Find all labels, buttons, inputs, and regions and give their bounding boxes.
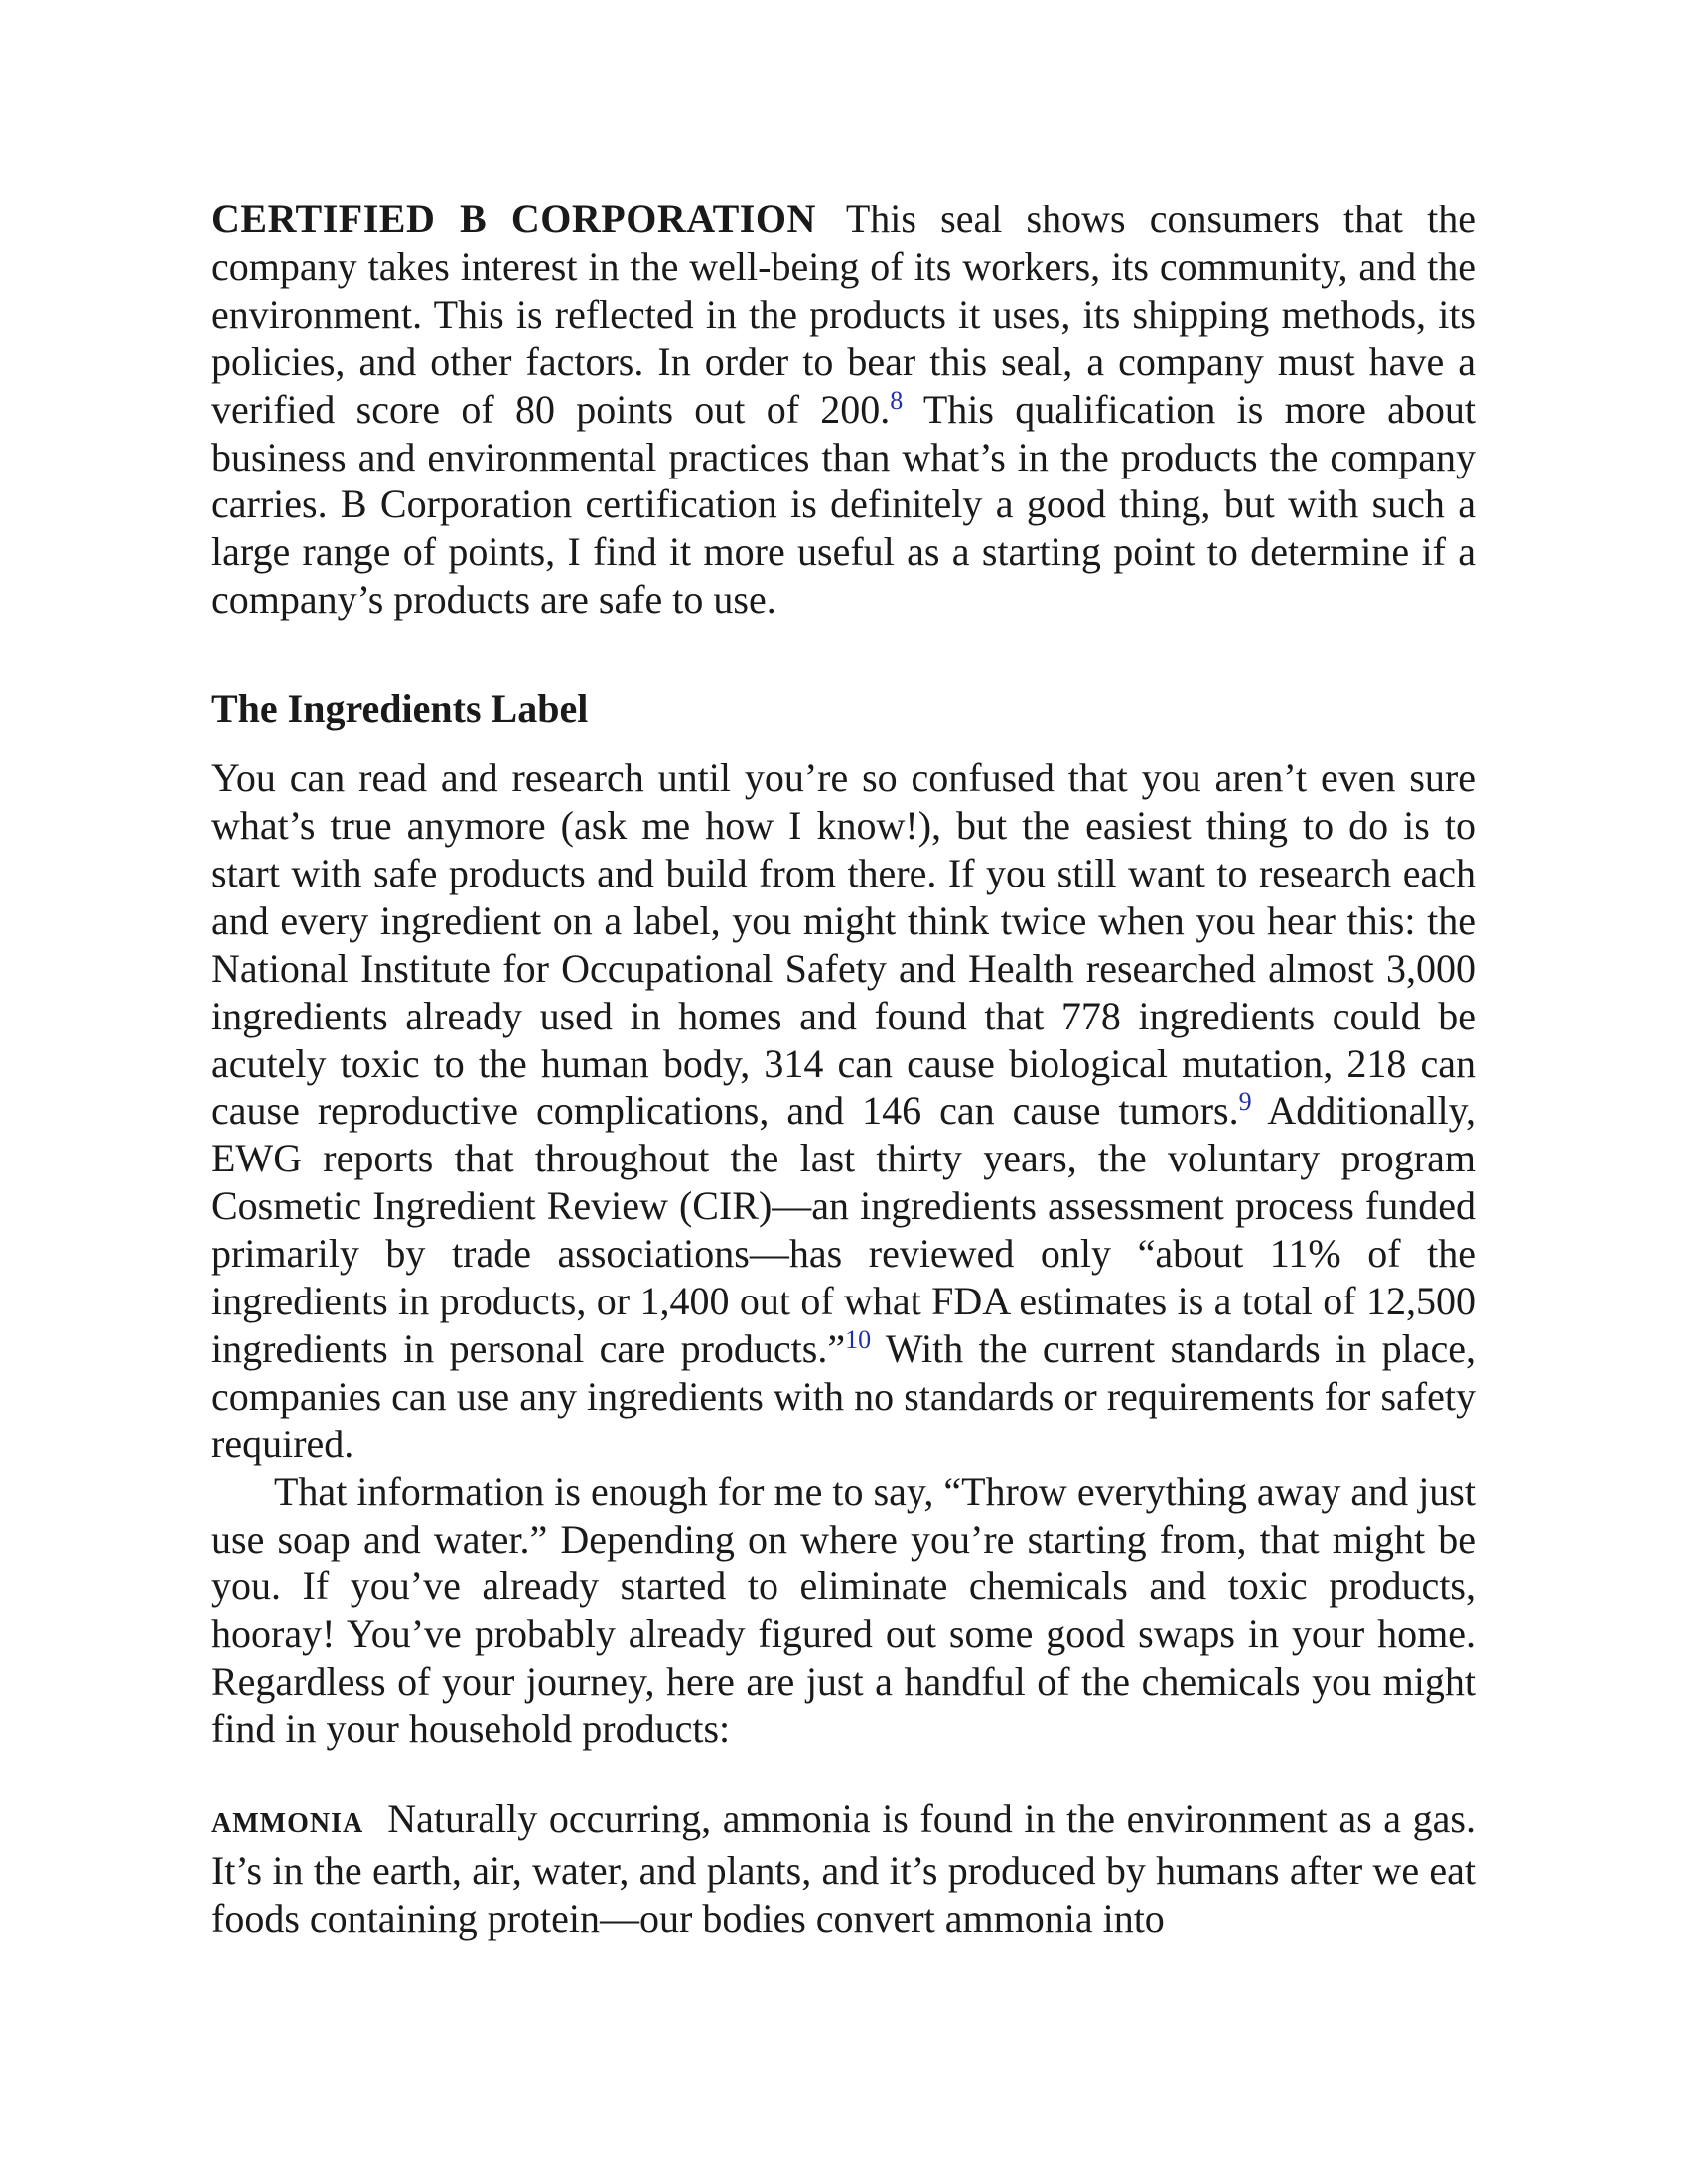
ammonia-text: Naturally occurring, ammonia is found in the environment as a gas. It’s in the earth, air, water, and plants, and it’s produced by humans after we eat foods containing protein—our bodies convert ammonia into bbox=[211, 1796, 1476, 1941]
ingredients-paragraph-1 bbox=[211, 754, 1476, 1468]
ammonia-term: AMMONIA bbox=[211, 1808, 364, 1840]
b-corp-entry bbox=[211, 196, 1476, 623]
ammonia-entry bbox=[211, 1795, 1476, 1943]
ingredients-paragraph-2: That information is enough for me to say, “Throw everything away and just use soap and water.” Depending on where you’re starting from, that might be you. If you’ve already started to eliminate chemicals and toxic products, hooray! You’ve probably already figured out some good swaps in your home. Regardless of your journey, here are just a handful of the chemicals you might find in your household products: bbox=[211, 1468, 1476, 1752]
footnote-ref-8[interactable]: 8 bbox=[890, 385, 904, 415]
b-corp-text: This seal shows consumers that the company takes interest in the well-being of its workers, its community, and the environment. This is reflected in the products it uses, its shipping methods, its policies, and other factors. In order to bear this seal, a company must have a verified score of 80 points out of 200. bbox=[211, 197, 1476, 432]
footnote-ref-10[interactable]: 10 bbox=[845, 1324, 872, 1354]
footnote-ref-9[interactable]: 9 bbox=[1238, 1087, 1252, 1117]
paragraph-1-text: You can read and research until you’re so confused that you aren’t even sure what’s true anymore (ask me how I know!), but the easiest thing to do is to start with safe products and build from there. If you still want to research each and every ingredient on a label, you might think twice when you hear this: the National Institute for Occupational Safety and Health researched almost 3,000 ingredients already used in homes and found that 778 ingredients could be acutely toxic to the human body, 314 can cause biological mutation, 218 can cause reproductive complications, and 146 can cause tumors. bbox=[211, 755, 1476, 1134]
b-corp-text-cont: This qualification is more about business and environmental practices than what’s in the products the company carries. B Corporation certification is definitely a good thing, but with such a large range of points, I find it more useful as a starting point to determine if a company’s products are safe to use. bbox=[211, 386, 1476, 622]
page-content bbox=[211, 196, 1476, 1943]
section-heading: The Ingredients Label bbox=[211, 686, 589, 732]
b-corp-term: CERTIFIED B CORPORATION bbox=[211, 197, 816, 241]
paragraph-1-text-cont: Additionally, EWG reports that throughout the last thirty years, the voluntary program Cosmetic Ingredient Review (CIR)—an ingredients assessment process funded primarily by trade associations—has reviewed only “about 11% of the ingredients in products, or 1,400 out of what FDA estimates is a total of 12,500 ingredients in personal care products.” bbox=[211, 1088, 1476, 1371]
paragraph-1-text-end: With the current standards in place, companies can use any ingredients with no standards or requirements for safety required. bbox=[211, 1325, 1476, 1466]
